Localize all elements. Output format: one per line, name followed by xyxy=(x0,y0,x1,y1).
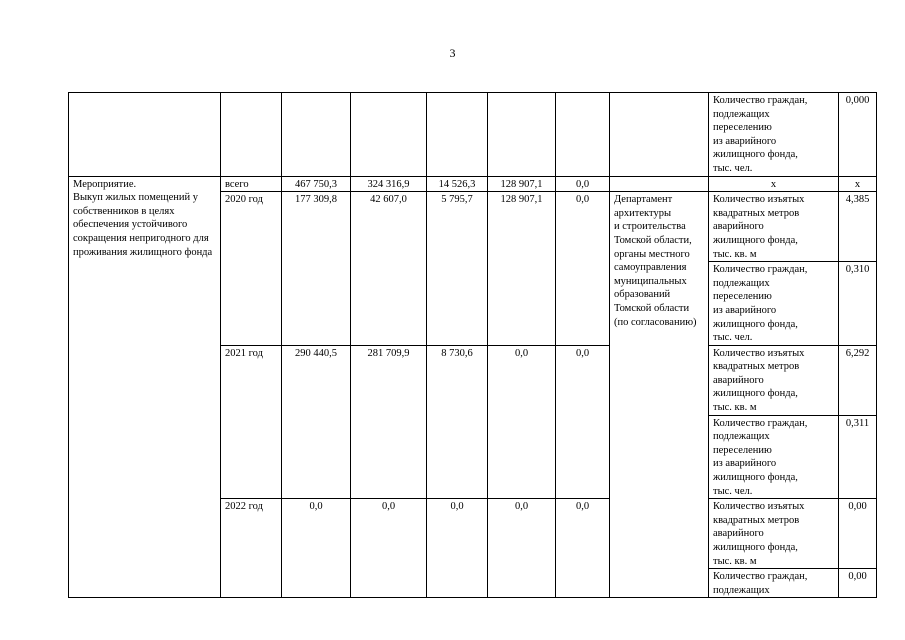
table-row xyxy=(69,93,877,177)
indicator-label: Количество граждан, подлежащих xyxy=(709,569,839,598)
period-cell xyxy=(221,93,282,177)
local-cell: 128 907,1 xyxy=(488,192,556,346)
total-cell xyxy=(282,93,351,177)
indicator-label: Количество граждан, подлежащих переселению из аварийного жилищного фонда, тыс. чел. xyxy=(709,262,839,346)
other-cell: 0,0 xyxy=(556,176,610,192)
other-cell: 0,0 xyxy=(556,192,610,346)
measure-cell xyxy=(69,176,221,598)
indicator-value: 0,00 xyxy=(839,499,877,569)
regional-cell: 5 795,7 xyxy=(427,192,488,346)
other-cell: 0,0 xyxy=(556,345,610,499)
period-cell: 2020 год xyxy=(221,192,282,346)
table-row xyxy=(69,176,877,192)
indicator-value: 4,385 xyxy=(839,192,877,262)
indicator-value: 0,310 xyxy=(839,262,877,346)
federal-cell: 42 607,0 xyxy=(351,192,427,346)
indicator-value: х xyxy=(839,176,877,192)
other-cell: 0,0 xyxy=(556,499,610,598)
regional-cell: 14 526,3 xyxy=(427,176,488,192)
federal-cell xyxy=(351,93,427,177)
program-table xyxy=(68,92,877,598)
local-cell: 128 907,1 xyxy=(488,176,556,192)
indicator-value: 6,292 xyxy=(839,345,877,415)
indicator-label: Количество изъятых квадратных метров аварийного жилищного фонда, тыс. кв. м xyxy=(709,499,839,569)
period-cell: всего xyxy=(221,176,282,192)
total-cell: 290 440,5 xyxy=(282,345,351,499)
period-cell: 2021 год xyxy=(221,345,282,499)
local-cell: 0,0 xyxy=(488,499,556,598)
responsible-cell xyxy=(610,93,709,177)
total-cell: 177 309,8 xyxy=(282,192,351,346)
indicator-value: 0,00 xyxy=(839,569,877,598)
measure-title: Мероприятие. xyxy=(73,178,137,190)
federal-cell: 324 316,9 xyxy=(351,176,427,192)
indicator-label: х xyxy=(709,176,839,192)
indicator-value: 0,311 xyxy=(839,415,877,499)
indicator-label: Количество граждан, подлежащих переселению из аварийного жилищного фонда, тыс. чел. xyxy=(709,93,839,177)
responsible-executor: Департамент архитектуры и строительства Томской области, органы местного самоуправления муниципальных образований Томской области (по согласованию) xyxy=(610,192,709,598)
total-cell: 0,0 xyxy=(282,499,351,598)
local-cell: 0,0 xyxy=(488,345,556,499)
indicator-label: Количество изъятых квадратных метров аварийного жилищного фонда, тыс. кв. м xyxy=(709,192,839,262)
measure-cell xyxy=(69,93,221,177)
regional-cell: 8 730,6 xyxy=(427,345,488,499)
indicator-value: 0,000 xyxy=(839,93,877,177)
regional-cell: 0,0 xyxy=(427,499,488,598)
measure-description: Выкуп жилых помещений у собственников в целях обеспечения устойчивого сокращения непригодного для проживания жилищного фонда xyxy=(73,192,213,258)
federal-cell: 281 709,9 xyxy=(351,345,427,499)
indicator-label: Количество граждан, подлежащих переселению из аварийного жилищного фонда, тыс. чел. xyxy=(709,415,839,499)
federal-cell: 0,0 xyxy=(351,499,427,598)
period-cell: 2022 год xyxy=(221,499,282,598)
indicator-label: Количество изъятых квадратных метров аварийного жилищного фонда, тыс. кв. м xyxy=(709,345,839,415)
regional-cell xyxy=(427,93,488,177)
total-cell: 467 750,3 xyxy=(282,176,351,192)
other-cell xyxy=(556,93,610,177)
page-number: 3 xyxy=(449,46,456,60)
local-cell xyxy=(488,93,556,177)
responsible-cell xyxy=(610,176,709,192)
